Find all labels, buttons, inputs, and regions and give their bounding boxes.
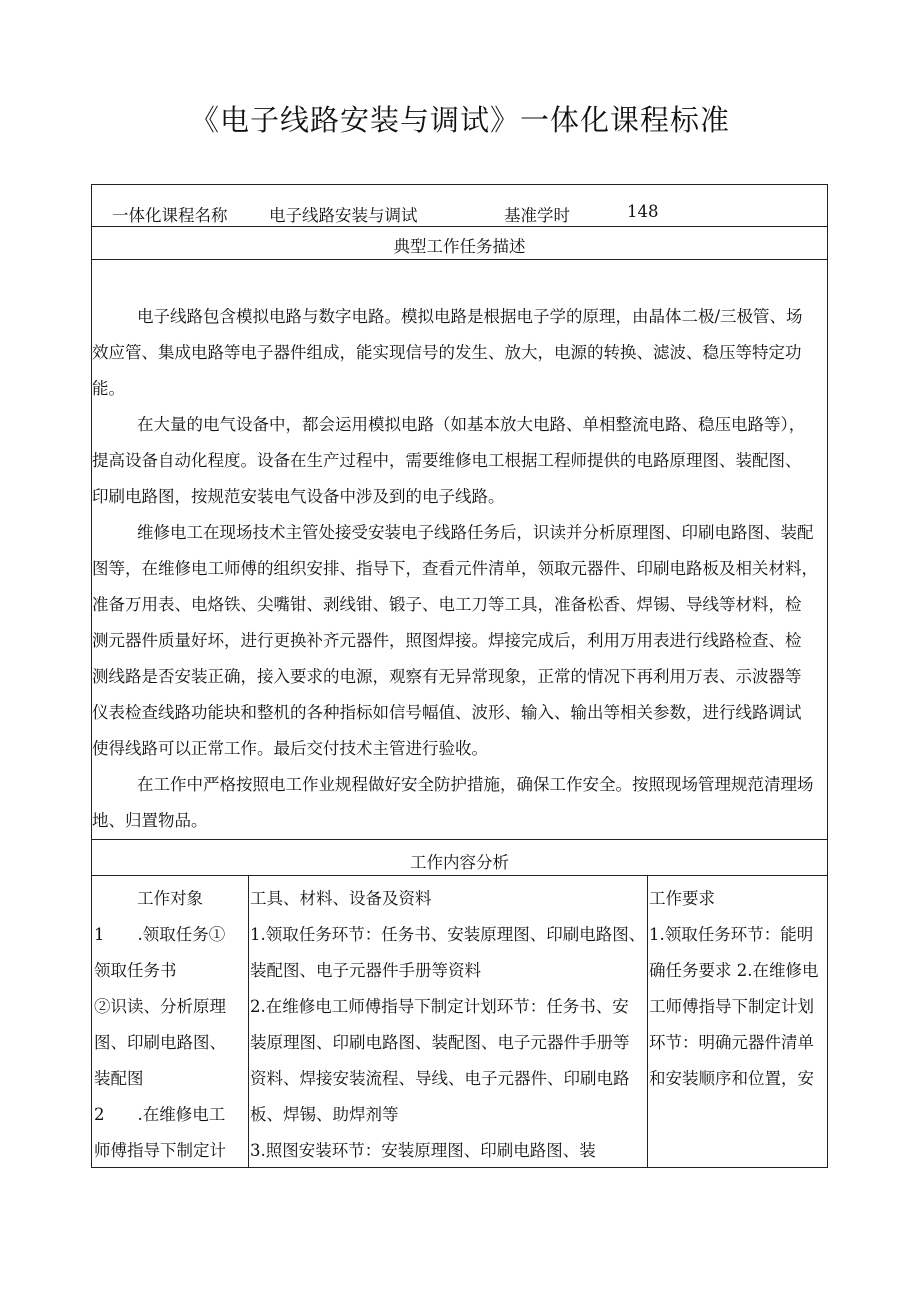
hours-label: 基准学时 [504, 206, 570, 225]
course-name-label: 一体化课程名称 [112, 206, 228, 225]
paragraph-line: 测元器件质量好坏，进行更换补齐元器件，照图焊接。焊接完成后，利用万用表进行线路检查、检 [92, 631, 802, 650]
list-item: 2.在维修电工师傅指导下制定计划环节：任务书、安 [250, 997, 629, 1016]
paragraph-line: 测线路是否安装正确，接入要求的电源，观察有无异常现象，正常的情况下再利用万表、示波器等 [92, 667, 802, 686]
row-divider [92, 839, 827, 840]
requirements-header: 工作要求 [649, 889, 715, 908]
paragraph-line: 使得线路可以正常工作。最后交付技术主管进行验收。 [92, 739, 488, 758]
paragraph-line: 在工作中严格按照电工作业规程做好安全防护措施，确保工作安全。按照现场管理规范清理场 [137, 775, 814, 794]
list-item: 图、印刷电路图、 [94, 1033, 226, 1052]
paragraph-line: 提高设备自动化程度。设备在生产过程中，需要维修电工根据工程师提供的电路原理图、装配图、 [92, 451, 802, 470]
list-item: 环节：明确元器件清单 [649, 1033, 814, 1052]
course-name-value: 电子线路安装与调试 [269, 206, 418, 225]
list-item: 1.领取任务环节：能明 [649, 925, 814, 944]
paragraph-line: 印刷电路图，按规范安装电气设备中涉及到的电子线路。 [92, 487, 505, 506]
paragraph-line: 维修电工在现场技术主管处接受安装电子线路任务后，识读并分析原理图、印刷电路图、装配 [137, 523, 814, 542]
list-item: 资料、焊接安装流程、导线、电子元器件、印刷电路 [250, 1069, 630, 1088]
task-description-heading: 典型工作任务描述 [393, 237, 526, 256]
column-divider [248, 875, 249, 1168]
list-item: 板、焊锡、助焊剂等 [250, 1105, 399, 1124]
row-divider [92, 259, 827, 260]
list-item: 3.照图安装环节：安装原理图、印刷电路图、装 [250, 1141, 596, 1160]
list-item: 1 .领取任务① [94, 925, 226, 944]
list-item: ②识读、分析原理 [94, 997, 226, 1016]
paragraph-line: 图等，在维修电工师傅的组织安排、指导下，查看元件清单，领取元器件、印刷电路板及相关材料， [92, 559, 818, 578]
tools-header: 工具、材料、设备及资料 [250, 889, 432, 908]
list-item: 1.领取任务环节：任务书、安装原理图、印刷电路图、 [250, 925, 646, 944]
paragraph-line: 电子线路包含模拟电路与数字电路。模拟电路是根据电子学的原理，由晶体二极/三极管、场 [137, 307, 803, 326]
paragraph-line: 地、归置物品。 [92, 811, 208, 830]
task-description-text [92, 299, 827, 839]
page-title: 《电子线路安装与调试》一体化课程标准 [189, 103, 730, 137]
row-divider [92, 226, 827, 227]
list-item: 领取任务书 [94, 961, 177, 980]
list-item: 确任务要求 2.在维修电 [649, 961, 819, 980]
paragraph-line: 效应管、集成电路等电子器件组成，能实现信号的发生、放大，电源的转换、滤波、稳压等特定功 [92, 343, 802, 362]
course-standard-table [91, 184, 828, 1168]
list-item: 2 .在维修电工 [94, 1105, 226, 1124]
list-item: 装配图、电子元器件手册等资料 [250, 961, 481, 980]
list-item: 师傅指导下制定计 [94, 1141, 226, 1160]
hours-value: 148 [627, 202, 659, 221]
list-item: 装配图 [94, 1069, 144, 1088]
paragraph-line: 仪表检查线路功能块和整机的各种指标如信号幅值、波形、输入、输出等相关参数，进行线路调试 [92, 703, 802, 722]
paragraph-line: 能。 [92, 379, 125, 398]
list-item: 和安装顺序和位置，安 [649, 1069, 814, 1088]
column-divider [647, 875, 648, 1168]
work-content-heading: 工作内容分析 [410, 853, 509, 872]
requirements-column [649, 917, 825, 1097]
list-item: 装原理图、印刷电路图、装配图、电子元器件手册等 [250, 1033, 630, 1052]
list-item: 工师傅指导下制定计划 [649, 997, 814, 1016]
work-object-header: 工作对象 [137, 889, 203, 908]
work-object-column [94, 917, 246, 1169]
paragraph-line: 准备万用表、电烙铁、尖嘴钳、剥线钳、锻子、电工刀等工具，准备松香、焊锡、导线等材料，检 [92, 595, 802, 614]
tools-column [250, 917, 646, 1169]
row-divider [92, 875, 827, 876]
paragraph-line: 在大量的电气设备中，都会运用模拟电路（如基本放大电路、单相整流电路、稳压电路等）， [137, 415, 806, 434]
